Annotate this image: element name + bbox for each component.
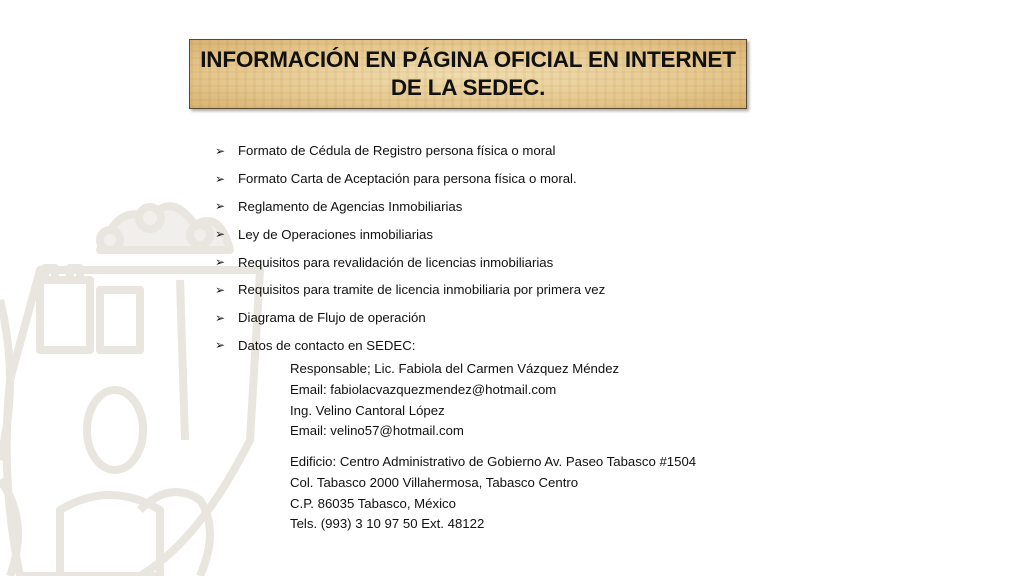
- list-item: [215, 220, 605, 248]
- title-banner: [189, 39, 747, 109]
- contact-email-1: Email: fabiolacvazquezmendez@hotmail.com: [290, 381, 557, 397]
- address-postal-code: C.P. 86035 Tabasco, México: [290, 495, 456, 511]
- list-item: [215, 276, 605, 304]
- bullet-text: Reglamento de Agencias Inmobiliarias: [238, 198, 463, 214]
- bullet-text: Ley de Operaciones inmobiliarias: [238, 226, 433, 242]
- arrow-bullet-icon: ➢: [215, 255, 226, 270]
- address-phone: Tels. (993) 3 10 97 50 Ext. 48122: [290, 516, 485, 532]
- info-bullet-list: [215, 137, 605, 359]
- list-item: [215, 137, 605, 165]
- bullet-text: Diagrama de Flujo de operación: [238, 310, 426, 326]
- bullet-text: Requisitos para revalidación de licencias inmobiliarias: [238, 254, 554, 270]
- title-line-1: INFORMACIÓN EN PÁGINA OFICIAL EN INTERNET: [200, 47, 736, 72]
- address-colony: Col. Tabasco 2000 Villahermosa, Tabasco Centro: [290, 474, 579, 490]
- list-item: [215, 248, 605, 276]
- bullet-text: Datos de contacto en SEDEC:: [238, 337, 416, 353]
- arrow-bullet-icon: ➢: [215, 310, 226, 325]
- arrow-bullet-icon: ➢: [215, 199, 226, 214]
- list-item: [215, 193, 605, 221]
- bullet-text: Requisitos para tramite de licencia inmobiliaria por primera vez: [238, 282, 606, 298]
- arrow-bullet-icon: ➢: [215, 171, 226, 186]
- contact-engineer: Ing. Velino Cantoral López: [290, 402, 445, 418]
- list-item: [215, 304, 605, 332]
- contact-responsible: Responsable; Lic. Fabiola del Carmen Vázquez Méndez: [290, 361, 620, 376]
- contact-people-block: [290, 359, 619, 442]
- list-item: [215, 165, 605, 193]
- arrow-bullet-icon: ➢: [215, 282, 226, 297]
- title-line-2: DE LA SEDEC.: [390, 75, 546, 100]
- arrow-bullet-icon: ➢: [215, 143, 226, 158]
- contact-email-2: Email: velino57@hotmail.com: [290, 423, 464, 439]
- arrow-bullet-icon: ➢: [215, 227, 226, 242]
- address-building: Edificio: Centro Administrativo de Gobierno Av. Paseo Tabasco #1504: [290, 454, 697, 469]
- arrow-bullet-icon: ➢: [215, 338, 226, 353]
- list-item: [215, 332, 605, 360]
- contact-address-block: [290, 452, 696, 535]
- bullet-text: Formato Carta de Aceptación para persona física o moral.: [238, 171, 577, 187]
- bullet-text: Formato de Cédula de Registro persona física o moral: [238, 143, 556, 159]
